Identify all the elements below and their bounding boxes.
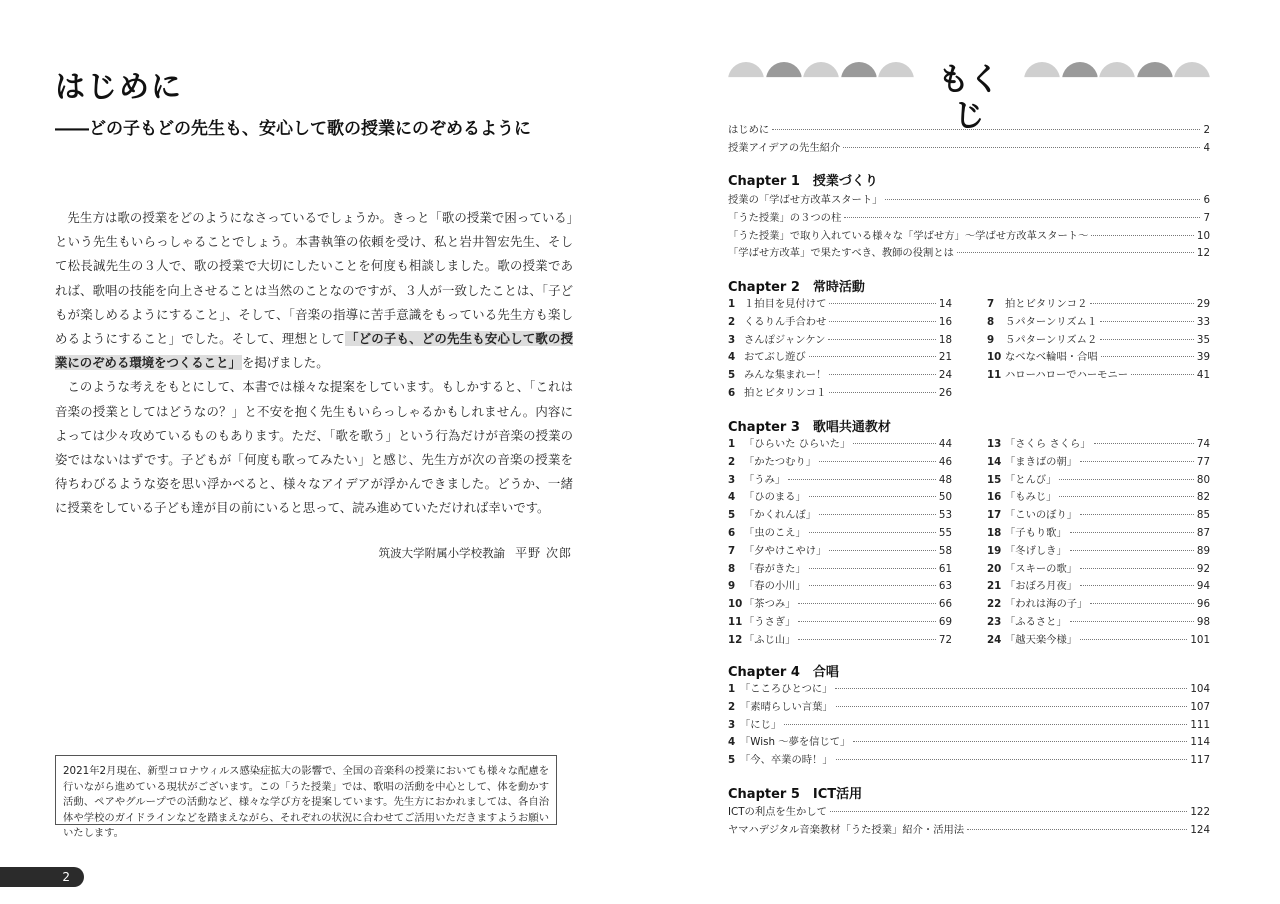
toc-entry[interactable] [987, 633, 1210, 647]
toc-entry-title: 「こいのぼり」 [1005, 509, 1078, 522]
toc-entry-title: 「子もり歌」 [1005, 527, 1067, 539]
dot-leader [835, 688, 1187, 689]
toc-entry-page: 117 [1190, 754, 1210, 767]
toc-entry[interactable] [987, 473, 1210, 487]
intro-body [55, 206, 573, 521]
toc-entry-page: 96 [1196, 598, 1210, 611]
toc-entry-title: 拍とビタリンコ１ [744, 387, 827, 399]
toc-entry-page: 10 [1196, 229, 1210, 242]
toc-entry[interactable] [987, 562, 1210, 576]
toc-entry-number: 20 [987, 562, 1002, 575]
toc-entry[interactable] [987, 615, 1210, 629]
intro-text: を掲げました。 [241, 355, 329, 371]
toc-entry-page: 24 [938, 369, 952, 382]
toc-entry-page: 14 [938, 298, 952, 310]
toc-entry-number: 5 [728, 369, 736, 382]
toc-entry-number: 3 [728, 718, 736, 731]
dot-leader [1070, 532, 1194, 533]
toc-entry-title: 「ふるさと」 [1005, 616, 1067, 628]
toc-entry-number: 5 [728, 754, 736, 767]
dot-leader [1070, 621, 1194, 622]
toc-entry[interactable] [987, 597, 1210, 611]
toc-entry[interactable] [987, 368, 1210, 382]
decorative-circles-right [1024, 62, 1210, 100]
toc-entry[interactable] [728, 315, 952, 329]
toc-entry-number: 11 [728, 616, 743, 628]
toc-entry-number: 2 [728, 455, 736, 468]
dot-leader [1101, 356, 1194, 357]
toc-entry[interactable] [728, 544, 952, 558]
toc-entry[interactable] [728, 700, 1210, 714]
toc-entry-page: 35 [1196, 333, 1210, 346]
toc-entry-page: 98 [1196, 616, 1210, 628]
toc-entry[interactable] [728, 193, 1210, 207]
semicircle-icon [1137, 62, 1173, 98]
toc-entry-title: みんな集まれー！ [744, 369, 827, 382]
toc-entry[interactable] [728, 333, 952, 347]
toc-entry[interactable] [728, 562, 952, 576]
toc-entry[interactable] [987, 508, 1210, 522]
dot-leader [853, 741, 1187, 742]
toc-entry-number: 4 [728, 491, 736, 504]
toc-entry[interactable] [728, 141, 1210, 155]
toc-entry[interactable] [987, 544, 1210, 558]
page-number: 2 [0, 867, 84, 887]
toc-entry[interactable] [728, 633, 952, 647]
dot-leader [1091, 235, 1194, 236]
chapter-heading: Chapter 1 授業づくり [728, 174, 878, 189]
toc-entry-number: 5 [728, 509, 736, 522]
toc-entry-page: 18 [938, 333, 952, 346]
toc-entry-title: 「うさぎ」 [744, 616, 796, 628]
semicircle-icon [728, 62, 764, 98]
dot-leader [830, 811, 1187, 812]
chapter-heading: Chapter 2 常時活動 [728, 280, 865, 295]
dot-leader [819, 514, 936, 515]
semicircle-icon [1174, 62, 1210, 98]
semicircle-icon [1099, 62, 1135, 98]
toc-entry-page: 29 [1196, 298, 1210, 310]
toc-entry-title: 「スキーの歌」 [1005, 562, 1078, 575]
toc-entry-page: 2 [1203, 124, 1210, 136]
dot-leader [798, 603, 935, 604]
toc-entry-page: 66 [938, 598, 952, 611]
dot-leader [1080, 514, 1194, 515]
semicircle-icon [803, 62, 839, 98]
dot-leader [1080, 585, 1194, 586]
toc-entry-number: 17 [987, 509, 1002, 522]
toc-entry-page: 16 [938, 315, 952, 328]
toc-entry-title: なべなべ輪唱・合唱 [1005, 351, 1098, 364]
intro-paragraph-2: このような考えをもとにして、本書では様々な提案をしています。もしかすると、「これは音楽の授業としてはどうなの？」と不安を抱く先生もいらっしゃるかもしれません。内容によっては少々攻めているものもあります。ただ、「歌を歌う」という行為だけが音楽の授業の姿ではないはずです。子どもが「何度も歌ってみたい」と感じ、先生方が次の音楽の授業を待ちわびるような姿を思い浮かべると、様々なアイデアが浮かんできました。どうか、一緒に授業をしている子ども達が目の前にいると思って、読み進めていただければ幸いです。 [55, 379, 573, 516]
toc-entry-page: 44 [938, 438, 952, 450]
toc-entry[interactable] [987, 579, 1210, 593]
toc-entry-title: 「こころひとつに」 [740, 683, 833, 695]
dot-leader [809, 532, 936, 533]
toc-entry-title: 「冬げしき」 [1005, 544, 1067, 557]
toc-entry-page: 89 [1196, 544, 1210, 557]
toc-entry-title: 「越天楽今様」 [1005, 633, 1078, 646]
toc-entry-page: 7 [1203, 211, 1210, 224]
chapter-heading: Chapter 5 ICT活用 [728, 787, 863, 802]
dot-leader [1100, 321, 1194, 322]
toc-entry-title: 「学ばせ方改革」で果たすべき、教師の役割とは [728, 247, 954, 260]
toc-entry-number: 23 [987, 616, 1002, 628]
toc-entry-title: 「われは海の子」 [1005, 598, 1088, 611]
toc-entry-title: はじめに [728, 124, 770, 136]
toc-entry[interactable] [728, 508, 952, 522]
toc-entry-number: 21 [987, 580, 1002, 593]
toc-entry-page: 39 [1196, 351, 1210, 364]
toc-entry[interactable] [728, 735, 1210, 749]
dot-leader [1090, 603, 1194, 604]
toc-entry-page: 69 [938, 616, 952, 628]
dot-leader [844, 217, 1200, 218]
toc-entry[interactable] [728, 753, 1210, 767]
dot-leader [1070, 550, 1194, 551]
dot-leader [788, 479, 936, 480]
toc-entry-page: 50 [938, 491, 952, 504]
toc-entry-page: 48 [938, 473, 952, 486]
toc-entry-title: 「ふじ山」 [744, 633, 796, 646]
toc-entry-number: 2 [728, 315, 736, 328]
toc-entry-title: 「にじ」 [740, 718, 782, 731]
toc-entry-page: 87 [1196, 527, 1210, 539]
dot-leader [828, 339, 935, 340]
chapter-heading: Chapter 4 合唱 [728, 665, 839, 680]
dot-leader [772, 129, 1200, 130]
toc-entry-title: 「虫のこえ」 [744, 527, 806, 539]
toc-entry-number: 2 [728, 700, 736, 713]
toc-entry-number: 4 [728, 736, 736, 749]
toc-entry[interactable] [728, 805, 1210, 819]
semicircle-icon [1062, 62, 1098, 98]
toc-entry-title: 「Wish ～夢を信じて」 [740, 736, 851, 749]
toc-entry[interactable] [728, 350, 952, 364]
dot-leader [829, 303, 936, 304]
dot-leader [967, 829, 1187, 830]
toc-entry[interactable] [728, 490, 952, 504]
toc-entry-title: 「まきばの朝」 [1005, 455, 1078, 468]
chapter-heading: Chapter 3 歌唱共通教材 [728, 420, 891, 435]
dot-leader [843, 147, 1200, 148]
toc-entry-page: 6 [1203, 194, 1210, 206]
toc-entry-title: 「かくれんぼ」 [744, 509, 817, 522]
toc-entry[interactable] [728, 246, 1210, 260]
toc-entry-number: 6 [728, 387, 736, 399]
toc-entry-number: 3 [728, 333, 736, 346]
toc-entry-page: 4 [1203, 141, 1210, 154]
toc-entry-title: 「茶つみ」 [744, 598, 796, 611]
toc-entry[interactable] [728, 682, 1210, 696]
toc-entry[interactable] [728, 718, 1210, 732]
toc-entry[interactable] [987, 437, 1210, 451]
toc-entry-page: 12 [1196, 247, 1210, 260]
toc-title: もくじ [938, 62, 1000, 134]
toc-entry-title: 「うた授業」で取り入れている様々な「学ばせ方」～学ばせ方改革スタート～ [728, 229, 1089, 242]
toc-entry[interactable] [728, 473, 952, 487]
toc-entry-number: 15 [987, 473, 1002, 486]
toc-entry-title: さんぽジャンケン [744, 333, 826, 346]
toc-entry-title: 「今、卒業の時！」 [740, 754, 833, 767]
toc-entry-page: 58 [938, 544, 952, 557]
author-name: 平野 次郎 [515, 546, 572, 560]
toc-entry-number: 6 [728, 527, 736, 539]
toc-entry-number: 18 [987, 527, 1002, 539]
toc-entry-number: 1 [728, 438, 736, 450]
toc-entry-number: 13 [987, 438, 1002, 450]
toc-entry-number: 24 [987, 633, 1002, 646]
toc-entry[interactable] [987, 297, 1210, 311]
toc-entry-page: 33 [1196, 315, 1210, 328]
dot-leader [1059, 496, 1193, 497]
toc-entry-page: 114 [1190, 736, 1210, 749]
dot-leader [809, 356, 936, 357]
dot-leader [885, 199, 1200, 200]
dot-leader [1094, 443, 1194, 444]
toc-entry-number: 7 [728, 544, 736, 557]
toc-entry-title: 「おぼろ月夜」 [1005, 580, 1078, 593]
dot-leader [1131, 374, 1194, 375]
toc-entry-page: 53 [938, 509, 952, 522]
toc-entry-title: 「うみ」 [744, 473, 786, 486]
toc-entry-number: 8 [987, 315, 995, 328]
toc-entry-page: 111 [1190, 718, 1210, 731]
toc-entry-title: 「もみじ」 [1005, 491, 1057, 504]
dot-leader [829, 392, 936, 393]
toc-entry-page: 85 [1196, 509, 1210, 522]
dot-leader [853, 443, 936, 444]
toc-entry-page: 41 [1196, 369, 1210, 382]
toc-entry-title: ５パターンリズム２ [1005, 333, 1098, 346]
toc-entry-page: 74 [1196, 438, 1210, 450]
toc-entry-page: 72 [938, 633, 952, 646]
toc-entry[interactable] [728, 615, 952, 629]
dot-leader [1080, 568, 1194, 569]
toc-entry[interactable] [728, 368, 952, 382]
semicircle-icon [878, 62, 914, 98]
toc-entry-title: ５パターンリズム１ [1005, 315, 1098, 328]
toc-entry-page: 124 [1190, 823, 1210, 836]
toc-entry-page: 122 [1190, 806, 1210, 818]
toc-entry-page: 61 [938, 562, 952, 575]
toc-entry[interactable] [728, 229, 1210, 243]
toc-entry-number: 22 [987, 598, 1002, 611]
intro-signature [360, 544, 572, 561]
toc-entry-page: 94 [1196, 580, 1210, 593]
dot-leader [836, 706, 1188, 707]
toc-entry[interactable] [987, 315, 1210, 329]
toc-entry-title: ICTの利点を生かして [728, 806, 827, 818]
toc-entry[interactable] [987, 455, 1210, 469]
dot-leader [1080, 461, 1194, 462]
toc-entry-title: くるりん手合わせ [744, 315, 827, 328]
toc-entry[interactable] [728, 123, 1210, 137]
toc-entry-number: 12 [728, 633, 743, 646]
notice-box: 2021年2月現在、新型コロナウィルス感染症拡大の影響で、全国の音楽科の授業においても様々な配慮を行いながら進めている現状がございます。この「うた授業」では、歌唱の活動を中心として、体を動かす活動、ペアやグループでの活動など、様々な学び方を提案しています。先生方におかれましては、各自治体や学校のガイドラインなどを踏まえながら、それぞれの状況に合わせてご活用いただきますようお願いいたします。 [55, 755, 557, 825]
toc-entry-page: 77 [1196, 455, 1210, 468]
dot-leader [809, 568, 936, 569]
toc-entry-number: 9 [728, 580, 736, 593]
dot-leader [798, 639, 935, 640]
dot-leader [819, 461, 936, 462]
intro-title: はじめに [55, 70, 183, 105]
toc-entry-title: 「さくら さくら」 [1005, 438, 1091, 450]
toc-entry-title: 「とんび」 [1005, 473, 1057, 486]
dot-leader [784, 724, 1187, 725]
toc-entry-number: 7 [987, 298, 995, 310]
toc-entry-number: 10 [987, 351, 1002, 364]
toc-entry-page: 55 [938, 527, 952, 539]
toc-entry-title: 「春の小川」 [744, 580, 806, 593]
toc-entry[interactable] [987, 350, 1210, 364]
toc-entry-title: 「素晴らしい言葉」 [740, 700, 833, 713]
dot-leader [836, 759, 1188, 760]
toc-entry-number: 16 [987, 491, 1002, 504]
toc-entry-title: ヤマハデジタル音楽教材「うた授業」紹介・活用法 [728, 823, 965, 836]
toc-entry[interactable] [728, 437, 952, 451]
dot-leader [1059, 479, 1193, 480]
dot-leader [1080, 639, 1187, 640]
intro-paragraph-1 [55, 206, 573, 375]
toc-entry-number: 10 [728, 598, 743, 611]
toc-entry-page: 80 [1196, 473, 1210, 486]
dot-leader [829, 321, 936, 322]
toc-entry-number: 4 [728, 351, 736, 364]
toc-entry-page: 92 [1196, 562, 1210, 575]
toc-entry-number: 3 [728, 473, 736, 486]
toc-entry[interactable] [728, 211, 1210, 225]
dot-leader [1100, 339, 1194, 340]
toc-entry[interactable] [728, 823, 1210, 837]
toc-entry[interactable] [987, 490, 1210, 504]
toc-entry-title: 「うた授業」の３つの柱 [728, 211, 842, 224]
toc-entry[interactable] [987, 333, 1210, 347]
toc-entry-title: 「夕やけこやけ」 [744, 544, 827, 557]
toc-entry-page: 63 [938, 580, 952, 593]
toc-entry-number: 19 [987, 544, 1002, 557]
toc-entry-title: １拍目を見付けて [744, 298, 827, 310]
toc-entry[interactable] [987, 526, 1210, 540]
toc-entry[interactable] [728, 579, 952, 593]
dot-leader [829, 374, 936, 375]
toc-entry-page: 26 [938, 387, 952, 399]
toc-entry-page: 46 [938, 455, 952, 468]
semicircle-icon [766, 62, 802, 98]
semicircle-icon [1024, 62, 1060, 98]
decorative-circles-left [728, 62, 914, 100]
dot-leader [798, 621, 935, 622]
toc-entry[interactable] [728, 297, 952, 311]
dot-leader [957, 252, 1194, 253]
toc-entry-title: 「ひらいた ひらいた」 [744, 438, 851, 450]
toc-entry-title: 「春がきた」 [744, 562, 806, 575]
toc-entry-number: 14 [987, 455, 1002, 468]
toc-entry-title: 拍とビタリンコ２ [1005, 298, 1088, 310]
toc-entry-page: 107 [1190, 700, 1210, 713]
toc-entry[interactable] [728, 597, 952, 611]
dot-leader [829, 550, 936, 551]
toc-entry-page: 104 [1190, 683, 1210, 695]
intro-text: 先生方は歌の授業をどのようになさっているでしょうか。きっと「歌の授業で困っている」という先生もいらっしゃることでしょう。本書執筆の依頼を受け、私と岩井智宏先生、そして松長誠先生の３人で、歌の授業で大切にしたいことを何度も相談しました。歌の授業であれば、歌唱の技能を向上させることは当然のことなのですが、３人が一致したことは、「子どもが楽しめるようにすること」、そして、「音楽の指導に苦手意識をもっている先生方も楽しめるようにすること」でした。そして、理想として [55, 210, 573, 347]
toc-entry-page: 101 [1190, 633, 1210, 646]
toc-entry-number: 1 [728, 683, 736, 695]
toc-entry[interactable] [728, 526, 952, 540]
toc-entry-title: 「かたつむり」 [744, 455, 817, 468]
toc-entry-title: ハローハローでハーモニー [1005, 369, 1129, 382]
toc-entry-number: 8 [728, 562, 736, 575]
toc-entry[interactable] [728, 386, 952, 400]
toc-entry-title: 「ひのまる」 [744, 491, 806, 504]
toc-entry-page: 82 [1196, 491, 1210, 504]
toc-entry-page: 21 [938, 351, 952, 364]
semicircle-icon [841, 62, 877, 98]
toc-entry-title: おてぶし遊び [744, 351, 806, 364]
toc-entry-title: 授業の「学ばせ方改革スタート」 [728, 194, 883, 206]
author-affiliation: 筑波大学附属小学校教諭 [378, 546, 506, 560]
toc-entry[interactable] [728, 455, 952, 469]
dot-leader [809, 585, 936, 586]
toc-entry-title: 授業アイデアの先生紹介 [728, 141, 841, 154]
toc-entry-number: 9 [987, 333, 995, 346]
dot-leader [809, 496, 936, 497]
intro-subtitle: ――どの子もどの先生も、安心して歌の授業にのぞめるように [55, 119, 531, 139]
dot-leader [1090, 303, 1194, 304]
intro-highlight: 「どの子も、どの先生も安心して歌の授業にのぞめる環境をつくること」 [55, 331, 573, 371]
toc-entry-number: 1 [728, 298, 736, 310]
toc-entry-number: 11 [987, 369, 1002, 382]
